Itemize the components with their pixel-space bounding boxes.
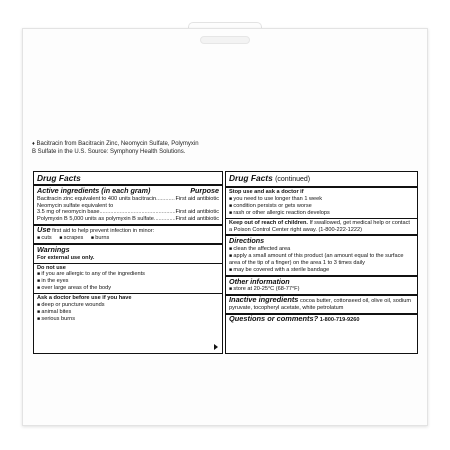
list-item: ■ if you are allergic to any of the ingredients — [37, 271, 219, 278]
warnings-heading: Warnings — [37, 245, 70, 255]
list-item: ■ cuts — [37, 235, 52, 241]
questions-phone: 1-800-719-9260 — [319, 316, 360, 323]
stop-use-heading: Stop use and ask a doctor if — [229, 189, 304, 195]
hang-hole — [200, 36, 250, 44]
stop-use-section — [226, 186, 417, 218]
use-heading: Use — [37, 225, 51, 235]
questions-section — [226, 313, 417, 325]
list-item: ■ condition persists or gets worse — [229, 203, 414, 210]
other-info-section — [226, 275, 417, 295]
list-item: ■ over large areas of the body — [37, 285, 219, 292]
drug-facts-panel-right — [225, 171, 418, 354]
ask-doctor-section — [34, 293, 222, 324]
list-item: ■ in the eyes — [37, 278, 219, 285]
list-item: ■ burns — [91, 235, 109, 241]
drug-facts-title-continued: Drug Facts (continued) — [229, 173, 311, 183]
active-row: Bacitracin zinc equivalent to 400 units bacitracin ..... First aid antibiotic — [37, 196, 219, 203]
directions-section — [226, 234, 417, 274]
list-item: ■ you need to use longer than 1 week — [229, 196, 414, 203]
footnote — [32, 140, 202, 156]
warnings-section — [34, 243, 222, 263]
active-row: Polymyxin B 5,000 units as polymyxin B sulfate ..... First aid antibiotic — [37, 216, 219, 223]
warnings-subheading: For external use only. — [37, 254, 95, 261]
list-item: ■ store at 20-25°C (68-77°F) — [229, 286, 414, 293]
questions-heading: Questions or comments? — [229, 313, 319, 323]
diamond-icon: ♦ — [32, 141, 35, 147]
inactive-heading: Inactive ingredients — [229, 295, 299, 305]
do-not-use-section — [34, 263, 222, 294]
list-item: ■ scrapes — [59, 235, 83, 241]
purpose-heading: Purpose — [190, 186, 219, 195]
inactive-text: cocoa butter, cottonseed oil, olive oil, sodium pyruvate, tocopheryl acetate, white petrolatum — [229, 298, 411, 312]
use-text: first aid to help prevent infection in minor: — [52, 228, 155, 235]
active-row: 3.5 mg of neomycin base ..... First aid antibiotic — [37, 209, 219, 216]
keep-out-bold: Keep out of reach of children. — [229, 219, 308, 226]
continue-arrow-icon — [214, 344, 218, 350]
active-ingredients-section — [34, 184, 222, 224]
drug-facts-panel-left — [33, 171, 223, 354]
use-section — [34, 224, 222, 243]
other-info-heading: Other information — [229, 276, 290, 286]
active-row: Neomycin sulfate equivalent to — [37, 202, 114, 209]
inactive-ingredients-section — [226, 294, 417, 313]
active-ingredients-heading: Active ingredients (in each gram) — [37, 186, 151, 195]
do-not-use-heading: Do not use — [37, 264, 66, 271]
list-item: ■ rash or other allergic reaction develops — [229, 210, 414, 217]
list-item: ■ apply a small amount of this product (an amount equal to the surface area of the tip of a finger) on the area 1 to 3 times daily — [229, 253, 414, 267]
footnote-text: Bacitracin from Bacitracin Zinc, Neomycin Sulfate, Polymyxin B Sulfate in the U.S. Source: Symphony Health Solutions. — [32, 141, 199, 156]
list-item: ■ animal bites — [37, 309, 219, 316]
drug-facts-title: Drug Facts — [37, 173, 81, 183]
directions-heading: Directions — [229, 236, 265, 246]
ask-doctor-heading: Ask a doctor before use if you have — [37, 295, 132, 302]
keep-out-section — [226, 218, 417, 235]
keep-out-text: If swallowed, get medical help or contact a Poison Control Center right away. (1-800-222-1222) — [229, 219, 410, 233]
list-item: ■ clean the affected area — [229, 246, 414, 253]
list-item: ■ serious burns — [37, 316, 219, 323]
list-item: ■ may be covered with a sterile bandage — [229, 267, 414, 274]
list-item: ■ deep or puncture wounds — [37, 302, 219, 309]
